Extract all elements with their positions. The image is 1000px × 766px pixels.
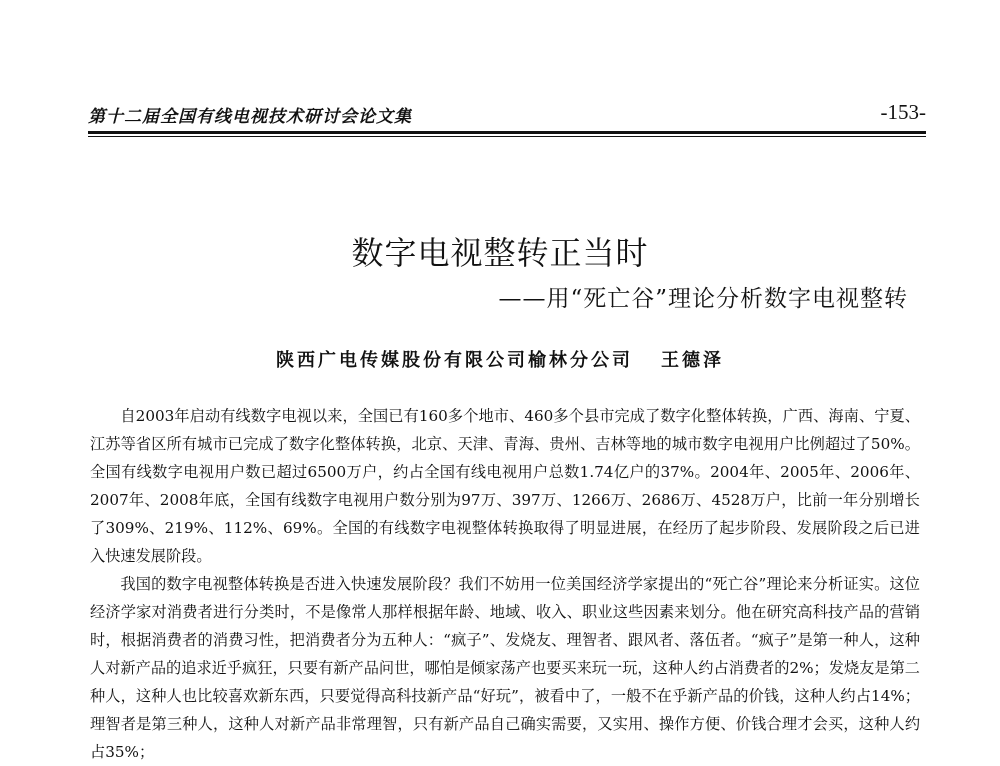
body-paragraph: 自2003年启动有线数字电视以来，全国已有160多个地市、460多个县市完成了数字化整体转换，广西、海南、宁夏、江苏等省区所有城市已完成了数字化整体转换，北京、天津、青海、贵州、吉林等地的城市数字电视用户比例超过了50%。全国有线数字电视用户数已超过6500万户，约占全国有线电视用户总数1.74亿户的37%。2004年、2005年、2006年、2007年、2008年底，全国有线数字电视用户数分别为97万、397万、1266万、2686万、4528万户，比前一年分别增长了309%、219%、112%、69%。全国的有线数字电视整体转换取得了明显进展，在经历了起步阶段、发展阶段之后已进入快速发展阶段。 bbox=[90, 407, 920, 565]
article-subtitle: ——用“死亡谷”理论分析数字电视整转 bbox=[498, 286, 908, 312]
byline bbox=[0, 346, 1000, 372]
journal-title: 第十二届全国有线电视技术研讨会论文集 bbox=[88, 107, 412, 127]
author-affiliation: 陕西广电传媒股份有限公司榆林分公司 bbox=[276, 350, 633, 371]
author-name: 王德泽 bbox=[661, 350, 724, 371]
article-body bbox=[90, 402, 920, 766]
header-rule bbox=[88, 131, 926, 134]
article-title: 数字电视整转正当时 bbox=[351, 234, 649, 272]
header-rule-thin bbox=[88, 136, 926, 137]
page-number: -153- bbox=[880, 100, 926, 124]
body-paragraph: 我国的数字电视整体转换是否进入快速发展阶段？我们不妨用一位美国经济学家提出的“死亡谷”理论来分析证实。这位经济学家对消费者进行分类时，不是像常人那样根据年龄、地域、收入、职业这些因素来划分。他在研究高科技产品的营销时，根据消费者的消费习性，把消费者分为五种人：“疯子”、发烧友、理智者、跟风者、落伍者。“疯子”是第一种人，这种人对新产品的追求近乎疯狂，只要有新产品问世，哪怕是倾家荡产也要买来玩一玩，这种人约占消费者的2%；发烧友是第二种人，这种人也比较喜欢新东西，只要觉得高科技新产品“好玩”，被看中了，一般不在乎新产品的价钱，这种人约占14%；理智者是第三种人，这种人对新产品非常理智，只有新产品自己确实需要，又实用、操作方便、价钱合理才会买，这种人约占35%； bbox=[90, 575, 920, 761]
running-header bbox=[88, 102, 926, 132]
